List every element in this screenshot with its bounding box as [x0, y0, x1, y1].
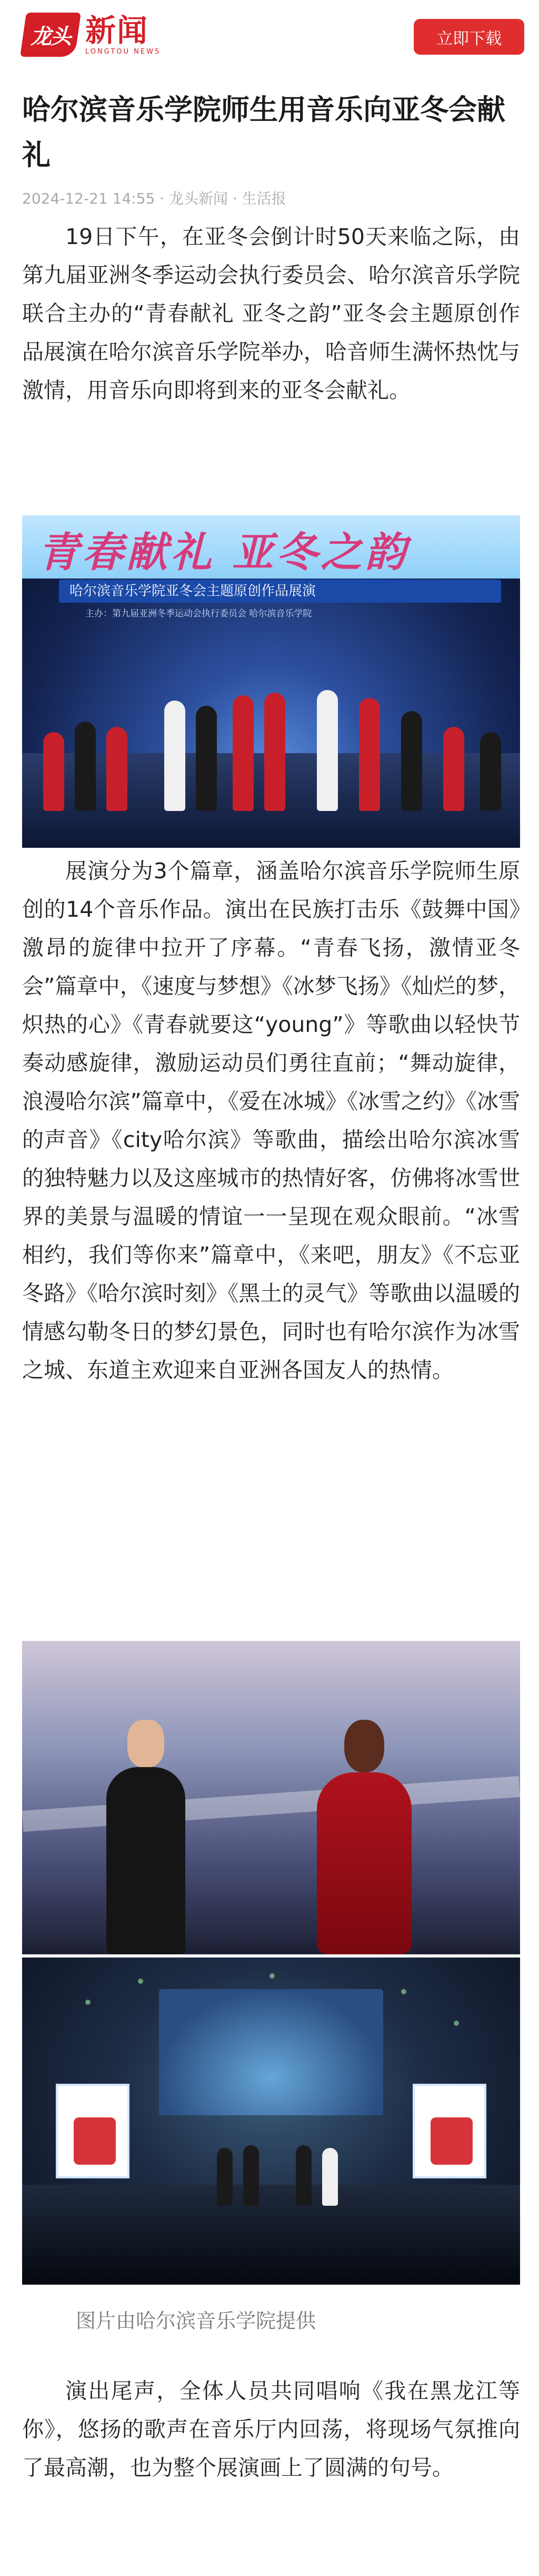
logo-text [85, 14, 161, 56]
performer [196, 706, 217, 811]
performer [296, 2145, 312, 2206]
performer [164, 701, 185, 811]
performer [264, 693, 285, 811]
performer [317, 690, 338, 811]
female-singer-head [344, 1720, 384, 1772]
light-dot [270, 1973, 275, 1979]
performer [443, 727, 464, 811]
article-paragraph-3: 演出尾声，全体人员共同唱响《我在黑龙江等你》，悠扬的歌声在音乐厅内回荡，将现场气氛推向了最高潮，也为整个展演画上了圆满的句号。 [22, 2378, 520, 2480]
light-dot [85, 2000, 91, 2005]
male-singer [106, 1767, 185, 1954]
performer [401, 711, 422, 811]
mascot-graphic [431, 2117, 473, 2165]
article-paragraph-1: 19日下午，在亚冬会倒计时50天来临之际，由第九届亚洲冬季运动会执行委员会、哈尔滨音乐学院联合主办的“青春献礼 亚冬之韵”亚冬会主题原创作品展演在哈尔滨音乐学院举办，哈音师生满怀热忱与激情，用音乐向即将到来的亚冬会献礼。 [22, 224, 520, 403]
performer [75, 722, 96, 811]
article-title: 哈尔滨音乐学院师生用音乐向亚冬会献礼 [22, 93, 505, 171]
logo-mark [20, 13, 81, 57]
performer [480, 732, 501, 811]
article-image-stage-banner[interactable] [22, 515, 520, 848]
light-dot [401, 1989, 406, 1994]
stage-floor [22, 2185, 520, 2285]
light-dot [138, 1979, 143, 1984]
image-caption: 图片由哈尔滨音乐学院提供 [76, 2309, 316, 2332]
article-paragraph-2: 展演分为3个篇章，涵盖哈尔滨音乐学院师生原创的14个音乐作品。演出在民族打击乐《鼓舞中国》激昂的旋律中拉开了序幕。“青春飞扬，激情亚冬会”篇章中，《速度与梦想》《冰梦飞扬》《灿烂的梦，炽热的心》《青春就要这“young”》等歌曲以轻快节奏动感旋律，激励运动员们勇往直前；“舞动旋律，浪漫哈尔滨”篇章中，《爱在冰城》《冰雪之约》《冰雪的声音》《city哈尔滨》等歌曲，描绘出哈尔滨冰雪的独特魅力以及这座城市的热情好客，仿佛将冰雪世界的美景与温暖的情谊一一呈现在观众眼前。“冰雪相约，我们等你来”篇章中，《来吧，朋友》《不忘亚冬路》《哈尔滨时刻》《黑土的灵气》等歌曲以温暖的情感勾勒冬日的梦幻景色，同时也有哈尔滨作为冰雪之城、东道主欢迎来自亚洲各国友人的热情。 [22, 858, 520, 1383]
logo-subtitle: LONGTOU NEWS [85, 47, 161, 56]
app-logo[interactable] [23, 13, 161, 57]
stage-screen [159, 1989, 383, 2115]
banner-subtitle: 哈尔滨音乐学院亚冬会主题原创作品展演 [59, 580, 501, 603]
mascot-graphic [74, 2117, 116, 2165]
download-app-button[interactable]: 立即下载 [414, 19, 524, 55]
logo-mark-text: 龙头 [31, 24, 71, 49]
light-dot [454, 2021, 459, 2026]
poster-board-right [413, 2084, 486, 2178]
poster-board-left [56, 2084, 129, 2178]
banner-host: 主办：第九届亚洲冬季运动会执行委员会 哈尔滨音乐学院 [85, 608, 312, 619]
article-image-duet[interactable] [22, 1641, 520, 1954]
performer [217, 2148, 233, 2206]
app-header [0, 0, 539, 77]
article-image-wide-stage[interactable] [22, 1958, 520, 2285]
performer [106, 727, 127, 811]
performer [359, 698, 380, 811]
performer [43, 732, 64, 811]
performer [243, 2145, 259, 2206]
performer [233, 695, 254, 811]
female-singer [317, 1772, 412, 1954]
performer [322, 2148, 338, 2206]
article-meta: 2024-12-21 14:55 · 龙头新闻 · 生活报 [22, 190, 286, 207]
banner-title: 青春献礼 亚冬之韵 [38, 529, 410, 576]
light-band [22, 1776, 520, 1832]
logo-name: 新闻 [85, 12, 149, 48]
male-singer-head [127, 1720, 164, 1767]
